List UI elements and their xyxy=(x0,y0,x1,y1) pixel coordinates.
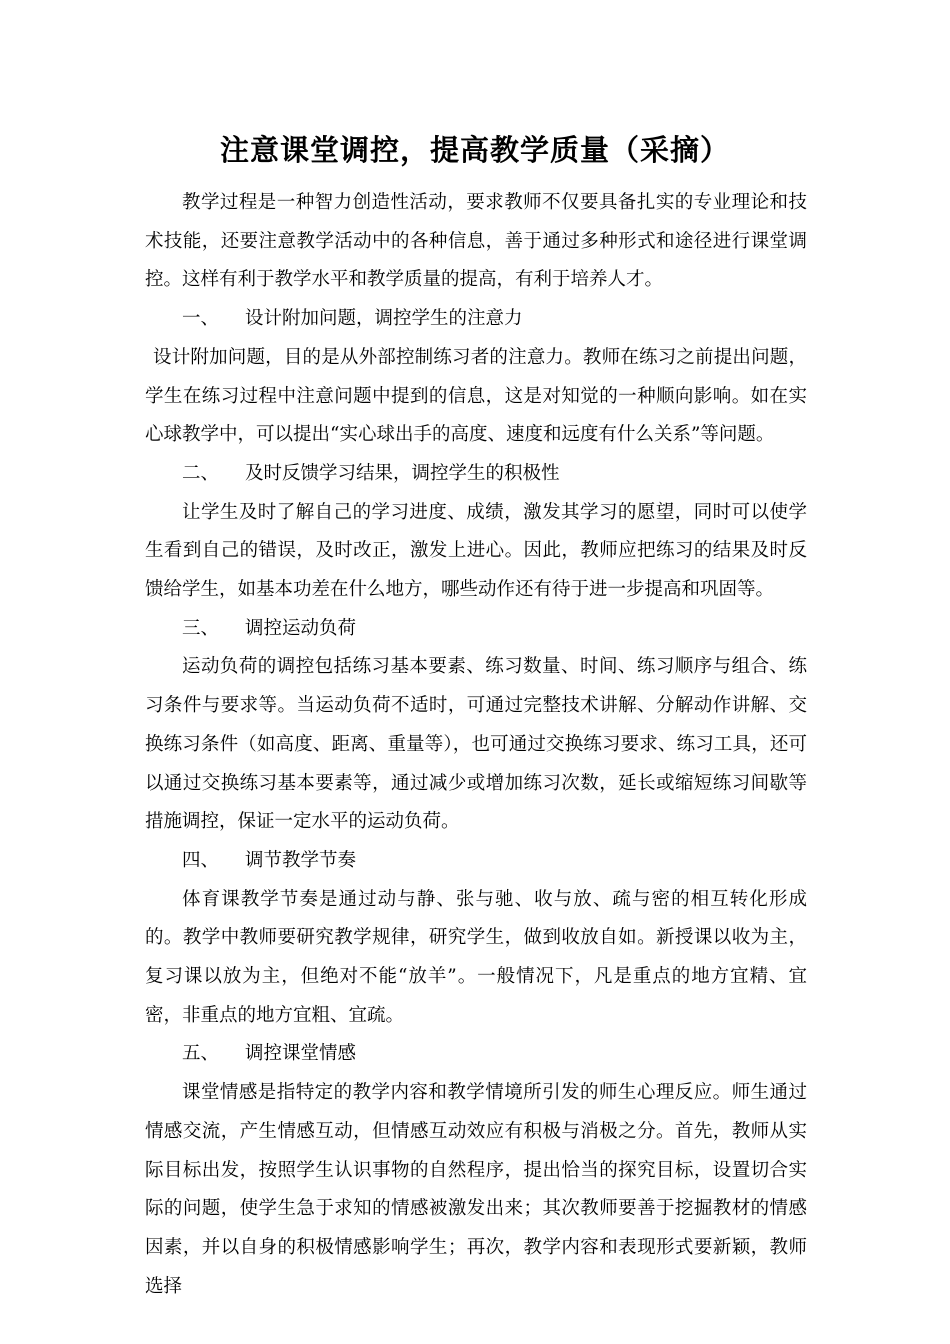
section-heading-text: 调控运动负荷 xyxy=(245,617,357,639)
section-number: 四、 xyxy=(182,849,220,871)
section-number: 三、 xyxy=(182,617,220,639)
section-paragraph-5: 课堂情感是指特定的教学内容和教学情境所引发的师生心理反应。师生通过情感交流，产生情感互动，但情感互动效应有积极与消极之分。首先，教师从实际目标出发，按照学生认识事物的自然程序，提出恰当的探究目标，设置切合实际的问题，使学生急于求知的情感被激发出来；其次教师要善于挖掘教材的情感因素，并以自身的积极情感影响学生；再次，教学内容和表现形式要新颖，教师选择 xyxy=(145,1082,807,1297)
document-title: 注意课堂调控，提高教学质量（采摘） xyxy=(219,133,730,167)
section-heading-text: 调控课堂情感 xyxy=(245,1043,357,1065)
section-heading-text: 及时反馈学习结果，调控学生的积极性 xyxy=(245,462,560,484)
section-paragraph-4: 体育课教学节奏是通过动与静、张与驰、收与放、疏与密的相互转化形成的。教学中教师要研究教学规律，研究学生，做到收放自如。新授课以收为主，复习课以放为主，但绝对不能“放羊”。一般情况下，凡是重点的地方宜精、宜密，非重点的地方宜粗、宜疏。 xyxy=(145,888,807,1026)
section-heading-4 xyxy=(145,842,807,881)
section-paragraph-2: 让学生及时了解自己的学习进度、成绩，激发其学习的愿望，同时可以使学生看到自己的错误，及时改正，激发上进心。因此，教师应把练习的结果及时反馈给学生，如基本功差在什么地方，哪些动作还有待于进一步提高和巩固等。 xyxy=(145,501,807,601)
section-paragraph-3: 运动负荷的调控包括练习基本要素、练习数量、时间、练习顺序与组合、练习条件与要求等。当运动负荷不适时，可通过完整技术讲解、分解动作讲解、交换练习条件（如高度、距离、重量等），也可通过交换练习要求、练习工具，还可以通过交换练习基本要素等，通过减少或增加练习次数，延长或缩短练习间歇等措施调控，保证一定水平的运动负荷。 xyxy=(145,656,807,833)
section-heading-text: 调节教学节奏 xyxy=(245,849,357,871)
section-heading-2 xyxy=(145,455,807,494)
section-heading-1 xyxy=(145,300,807,339)
intro-paragraph: 教学过程是一种智力创造性活动，要求教师不仅要具备扎实的专业理论和技术技能，还要注意教学活动中的各种信息，善于通过多种形式和途径进行课堂调控。这样有利于教学水平和教学质量的提高，有利于培养人才。 xyxy=(145,192,807,291)
section-heading-5 xyxy=(145,1035,807,1074)
section-paragraph-1: 设计附加问题，目的是从外部控制练习者的注意力。教师在练习之前提出问题，学生在练习过程中注意问题中提到的信息，这是对知觉的一种顺向影响。如在实心球教学中，可以提出“实心球出手的高度、速度和远度有什么关系”等问题。 xyxy=(145,346,807,446)
section-heading-text: 设计附加问题，调控学生的注意力 xyxy=(245,308,523,330)
section-heading-3 xyxy=(145,610,807,649)
section-number: 二、 xyxy=(182,462,220,484)
section-number: 五、 xyxy=(182,1043,220,1065)
document-body xyxy=(145,184,807,1306)
section-number: 一、 xyxy=(182,308,220,330)
